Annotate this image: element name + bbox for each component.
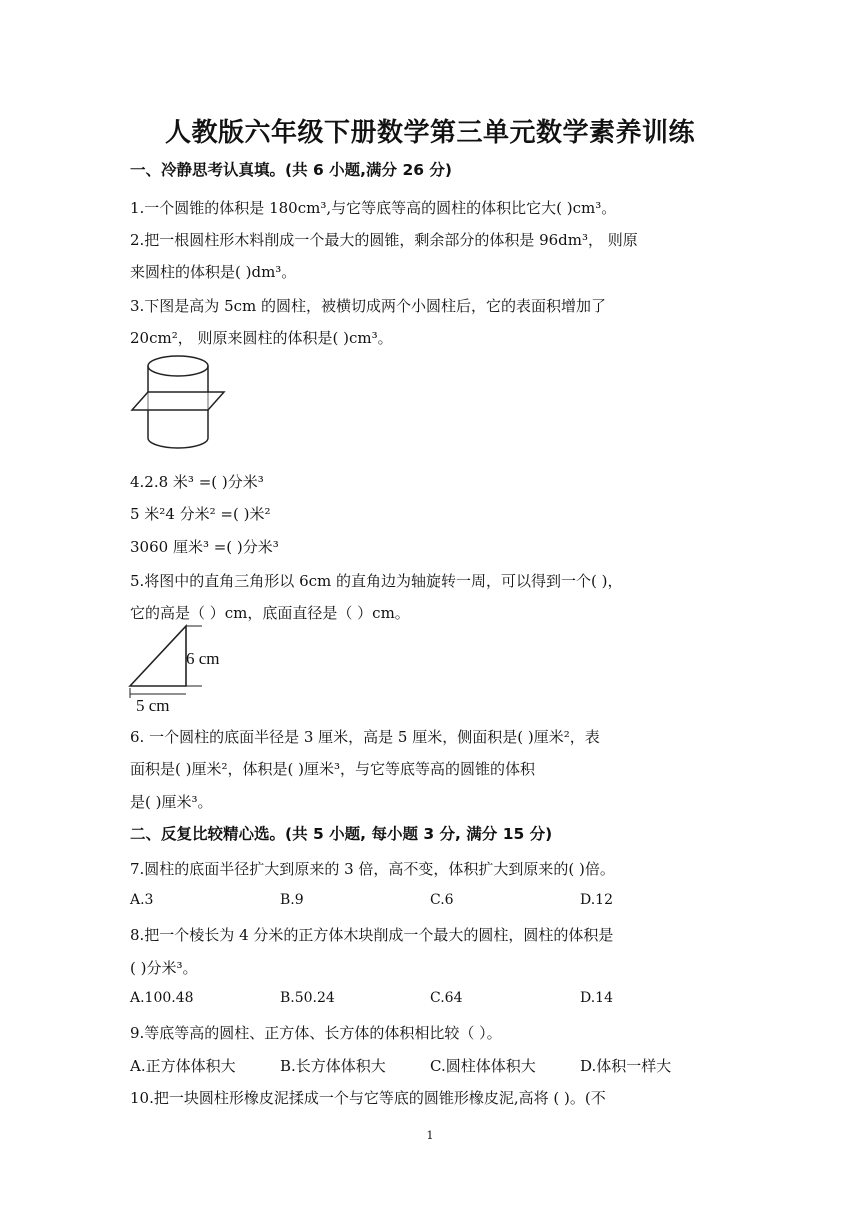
question-5-line-2: 它的高是（ ）cm，底面直径是（ ）cm。 [130, 604, 410, 622]
q7-option-d: D.12 [580, 892, 613, 908]
label-5cm: 5 cm [136, 696, 170, 714]
question-4-line-1: 4.2.8 米³ =( )分米³ [130, 473, 264, 491]
question-7: 7.圆柱的底面半径扩大到原来的 3 倍，高不变，体积扩大到原来的( )倍。 [130, 860, 615, 878]
right-triangle-figure [126, 622, 236, 714]
question-8-line-1: 8.把一个棱长为 4 分米的正方体木块削成一个最大的圆柱，圆柱的体积是 [130, 926, 614, 944]
question-4-line-2: 5 米²4 分米² =( )米² [130, 505, 271, 523]
q8-option-a: A.100.48 [130, 990, 194, 1006]
q8-option-d: D.14 [580, 990, 613, 1006]
q8-option-c: C.64 [430, 990, 463, 1006]
question-10: 10.把一块圆柱形橡皮泥揉成一个与它等底的圆锥形橡皮泥,高将 ( )。(不 [130, 1089, 606, 1107]
q9-option-a: A.正方体体积大 [130, 1057, 236, 1075]
q7-option-a: A.3 [130, 892, 154, 908]
q9-option-c: C.圆柱体体积大 [430, 1057, 536, 1075]
question-3-line-2: 20cm²， 则原来圆柱的体积是( )cm³。 [130, 329, 393, 347]
cylinder-cut-figure [128, 352, 228, 454]
question-2-line-2: 来圆柱的体积是( )dm³。 [130, 263, 297, 281]
q9-option-b: B.长方体体积大 [280, 1057, 386, 1075]
q7-option-b: B.9 [280, 892, 304, 908]
q7-option-c: C.6 [430, 892, 454, 908]
question-8-line-2: ( )分米³。 [130, 959, 198, 977]
question-6-line-1: 6. 一个圆柱的底面半径是 3 厘米，高是 5 厘米，侧面积是( )厘米²，表 [130, 728, 600, 746]
page-number: 1 [426, 1129, 434, 1142]
section-1-heading: 一、冷静思考认真填。(共 6 小题,满分 26 分) [130, 161, 452, 179]
question-2-line-1: 2.把一根圆柱形木料削成一个最大的圆锥，剩余部分的体积是 96dm³， 则原 [130, 231, 638, 249]
q9-option-d: D.体积一样大 [580, 1057, 672, 1075]
question-3-line-1: 3.下图是高为 5cm 的圆柱，被横切成两个小圆柱后，它的表面积增加了 [130, 297, 607, 315]
label-6cm: 6 cm [186, 649, 220, 668]
question-4-line-3: 3060 厘米³ =( )分米³ [130, 538, 279, 556]
question-6-line-2: 面积是( )厘米²，体积是( )厘米³，与它等底等高的圆锥的体积 [130, 760, 535, 778]
section-2-heading: 二、反复比较精心选。(共 5 小题, 每小题 3 分, 满分 15 分) [130, 825, 553, 843]
question-9: 9.等底等高的圆柱、正方体、长方体的体积相比较（ ）。 [130, 1024, 502, 1042]
q8-option-b: B.50.24 [280, 990, 335, 1006]
question-5-line-1: 5.将图中的直角三角形以 6cm 的直角边为轴旋转一周，可以得到一个( )， [130, 572, 623, 590]
question-6-line-3: 是( )厘米³。 [130, 793, 213, 811]
page-title: 人教版六年级下册数学第三单元数学素养训练 [164, 118, 695, 148]
question-1: 1.一个圆锥的体积是 180cm³,与它等底等高的圆柱的体积比它大( )cm³。 [130, 199, 617, 217]
